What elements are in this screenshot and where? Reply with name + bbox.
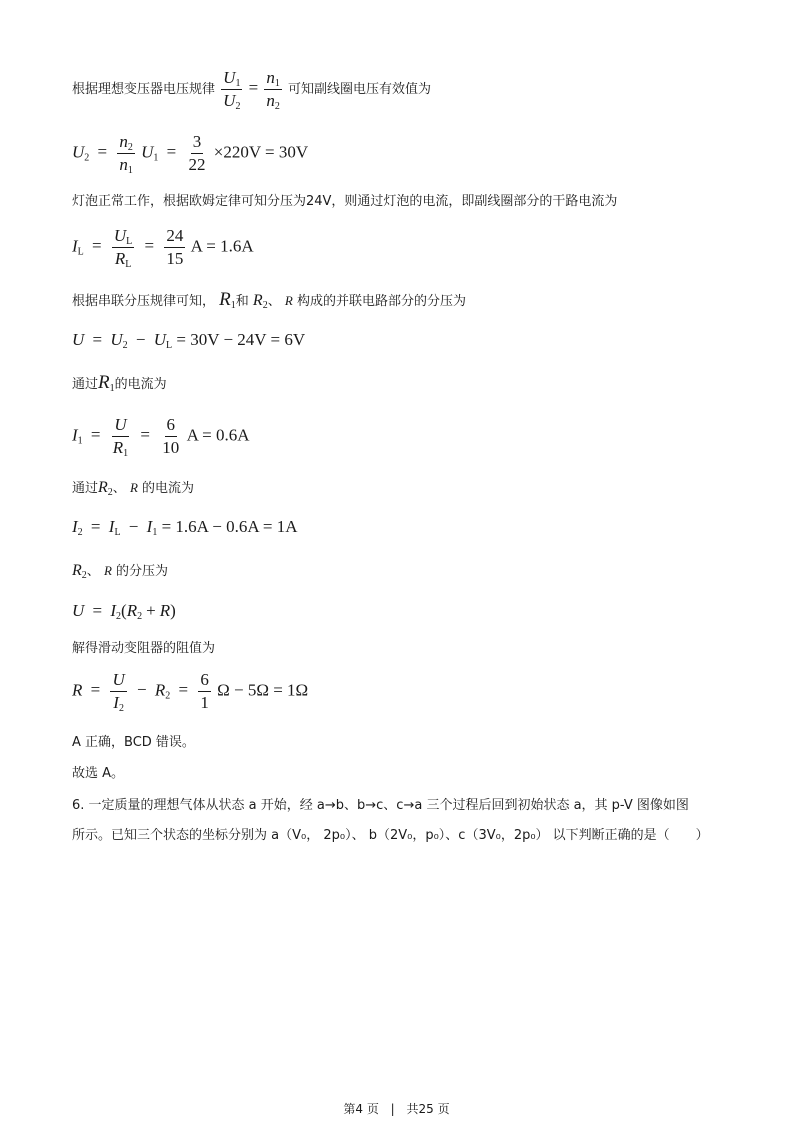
fraction-u1-u2: $\frac{U_1}{U_2}$ (223, 68, 241, 112)
text-line-5: 通过$R_2$、 R 的电流为 (72, 479, 195, 498)
equation-il: $I_L$ = $\frac{U_L}{R_L}$ = $\frac{24}{15}$ A = 1.6A (72, 226, 254, 270)
page-footer (0, 1101, 793, 1117)
equation-r: R = $\frac{U}{I_2}$ − $R_2$ = $\frac{6}{1}$ Ω − 5Ω = 1Ω (72, 670, 309, 714)
text-line-2: 灯泡正常工作，根据欧姆定律可知分压为24V，则通过灯泡的电流，即副线圈部分的干路电流为 (72, 194, 618, 209)
footer-separator: | (390, 1102, 395, 1116)
text-line-9: 故选 A。 (72, 766, 125, 781)
question-6-line-1: 6. 一定质量的理想气体从状态 a 开始，经 a→b、b→c、c→a 三个过程后回到初始状态 a，其 p-V 图像如图 (72, 798, 689, 813)
page-number: 第4 页 (343, 1102, 379, 1116)
equation-i1: $I_1$ = $\frac{U}{R_1}$ = $\frac{6}{10}$ A = 0.6A (72, 415, 250, 459)
page-total: 共25 页 (406, 1102, 450, 1116)
equation-u-i2r: $U = I_2(R_2 + R)$ (72, 601, 176, 622)
question-6-line-2: 所示。已知三个状态的坐标分别为 a（V₀， 2p₀）、 b（2V₀，p₀）、c（3V₀，2p₀） 以下判断正确的是（ ） (72, 828, 709, 843)
text-line-3: 根据串联分压规律可知， $R_1$和 $R_2$、 R 构成的并联电路部分的分压为 (72, 289, 466, 311)
text-line-6: $R_2$、 R 的分压为 (72, 562, 169, 581)
equation-u2: $U_2$ = $\frac{n_2}{n_1}$ $U_1$ = $\frac{3}{22}$ ×220V = 30V (72, 132, 309, 176)
equation-u: $U = U_2 - U_L = 30V - 24V = 6V$ (72, 330, 306, 351)
text-line-1: 根据理想变压器电压规律 $\frac{U_1}{U_2}$ = $\frac{n_1}{n_2}$ 可知副线圈电压有效值为 (72, 68, 431, 112)
equation-i2: $I_2 = I_L - I_1 = 1.6A - 0.6A = 1A$ (72, 517, 298, 538)
text-line-7: 解得滑动变阻器的阻值为 (72, 641, 216, 656)
text-line-4: 通过$R_1$的电流为 (72, 372, 167, 394)
fraction-n1-n2: $\frac{n_1}{n_2}$ (266, 68, 280, 112)
text-line-8: A 正确，BCD 错误。 (72, 735, 195, 750)
text-l1-post: 可知副线圈电压有效值为 (287, 82, 431, 97)
text-l1-pre: 根据理想变压器电压规律 (72, 82, 216, 97)
